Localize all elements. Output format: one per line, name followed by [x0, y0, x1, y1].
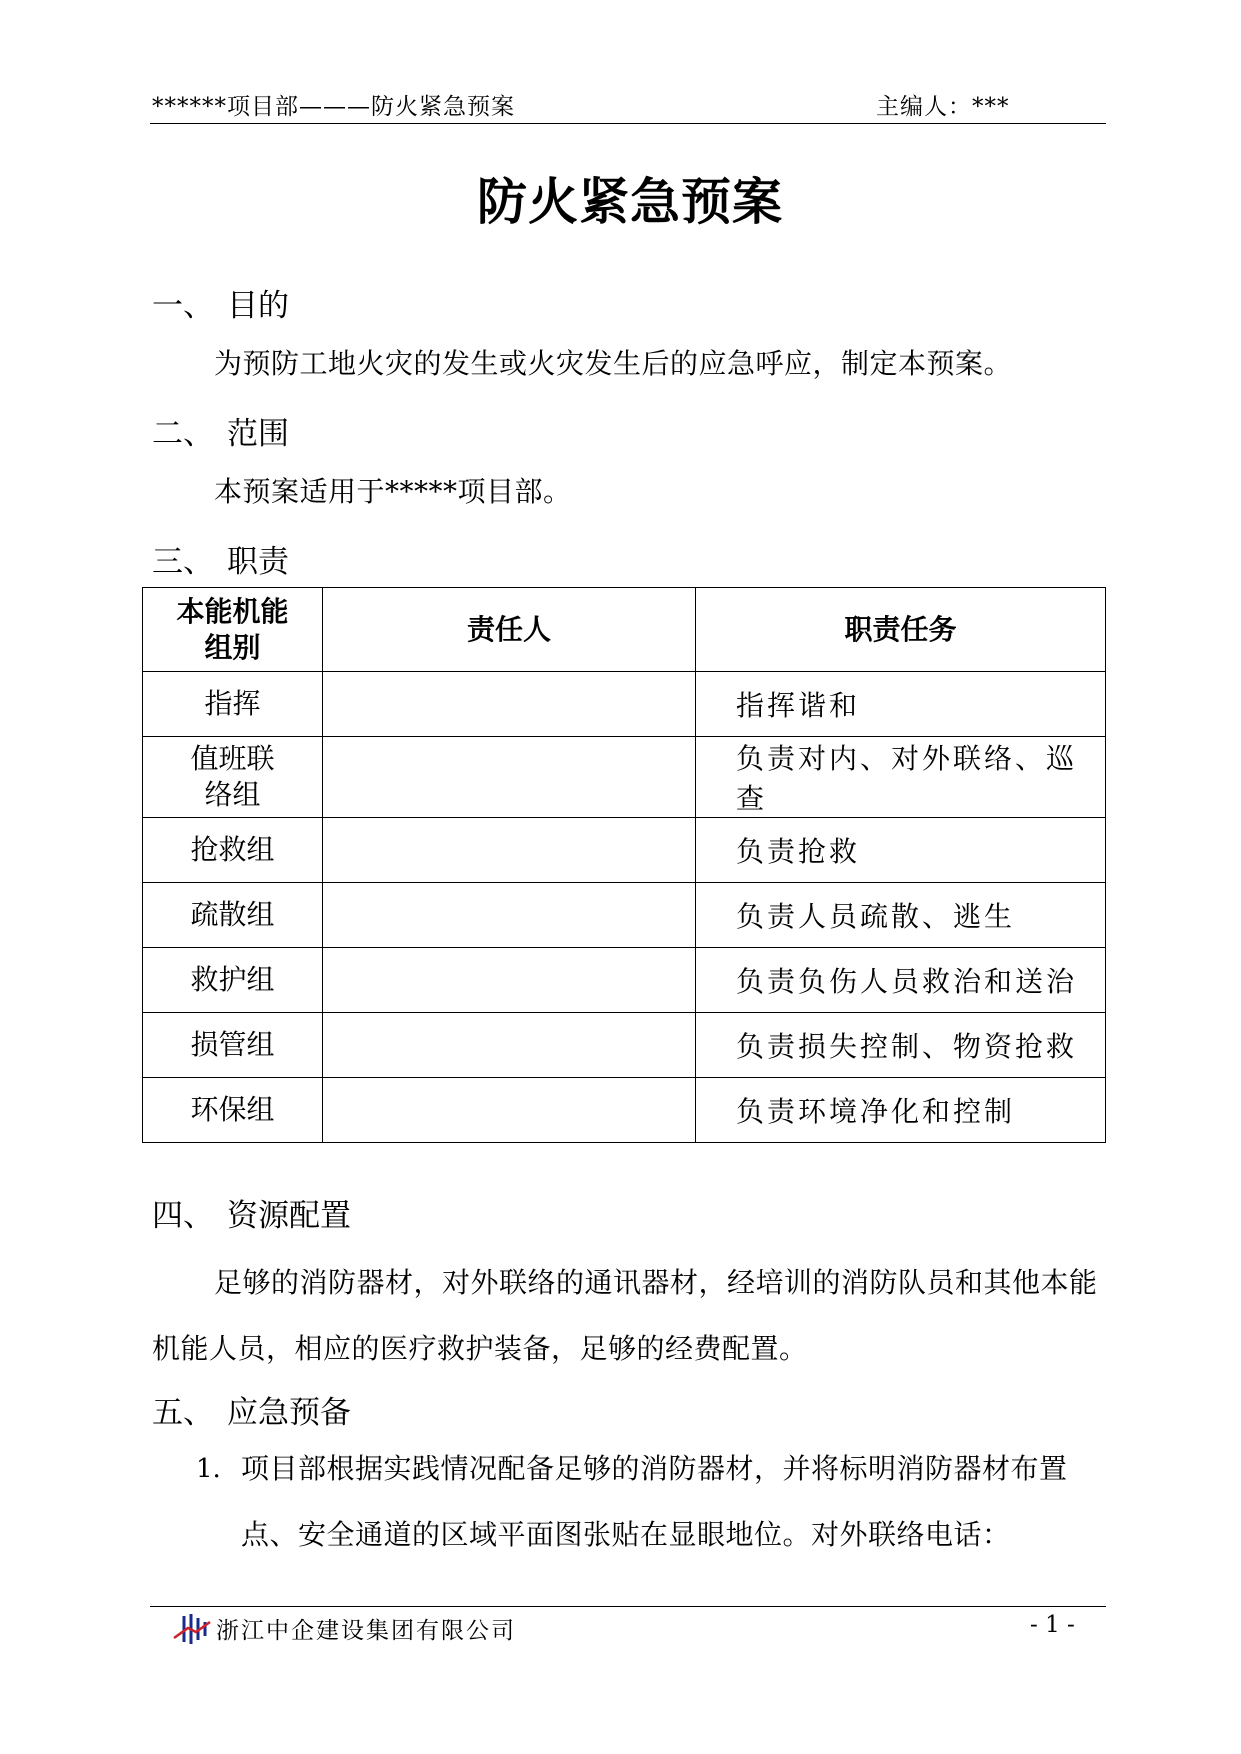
task-cell: 负责环境净化和控制 [696, 1078, 1106, 1143]
section-number: 五、 [152, 1395, 214, 1431]
table-row [143, 737, 1106, 818]
person-cell [323, 1078, 696, 1143]
table-header-cell: 职责任务 [696, 588, 1106, 672]
header-left-text: ******项目部———防火紧急预案 [152, 94, 515, 120]
group-cell: 疏散组 [143, 883, 323, 948]
table-header-row [143, 588, 1106, 672]
section-heading-purpose [152, 280, 289, 325]
section-title: 职责 [227, 544, 289, 580]
task-cell: 负责对内、对外联络、巡查 [696, 737, 1106, 818]
section-text-scope: 本预案适用于*****项目部。 [214, 475, 572, 508]
section-heading-scope [152, 408, 289, 453]
table-header-cell: 本能机能组别 [143, 588, 323, 672]
list-item-text: 项目部根据实践情况配备足够的消防器材，并将标明消防器材布置点、安全通道的区域平面图张贴在显眼地位。对外联络电话： [241, 1452, 1068, 1551]
section-number: 三、 [152, 544, 214, 580]
task-cell: 负责负伤人员救治和送治 [696, 948, 1106, 1013]
person-cell [323, 672, 696, 737]
duty-table [142, 587, 1106, 1143]
footer-company-name: 浙江中企建设集团有限公司 [216, 1618, 516, 1644]
group-cell: 抢救组 [143, 818, 323, 883]
person-cell [323, 818, 696, 883]
section-number: 二、 [152, 416, 214, 452]
list-item [196, 1436, 1106, 1568]
table-row [143, 1078, 1106, 1143]
person-cell [323, 737, 696, 818]
table-row [143, 672, 1106, 737]
section-number: 一、 [152, 288, 214, 324]
group-cell: 指挥 [143, 672, 323, 737]
table-header-cell: 责任人 [323, 588, 696, 672]
table-row [143, 883, 1106, 948]
page-title: 防火紧急预案 [477, 173, 783, 231]
section-heading-duties [152, 536, 289, 581]
task-cell: 负责抢救 [696, 818, 1106, 883]
table-row [143, 948, 1106, 1013]
task-cell: 负责人员疏散、逃生 [696, 883, 1106, 948]
section-number: 四、 [152, 1198, 214, 1234]
company-logo-icon [172, 1612, 212, 1646]
group-cell: 环保组 [143, 1078, 323, 1143]
section-title: 应急预备 [227, 1395, 351, 1431]
header-rule [150, 123, 1106, 124]
section-text-resources: 足够的消防器材，对外联络的通讯器材，经培训的消防队员和其他本能机能人员，相应的医疗救护装备，足够的经费配置。 [152, 1266, 1098, 1365]
section-title: 范围 [227, 416, 289, 452]
footer-rule [150, 1606, 1106, 1607]
person-cell [323, 883, 696, 948]
table-row [143, 818, 1106, 883]
section-title: 目的 [227, 288, 289, 324]
section-heading-resources [152, 1190, 351, 1235]
section-heading-preparation [152, 1387, 351, 1432]
task-cell: 负责损失控制、物资抢救 [696, 1013, 1106, 1078]
group-cell: 损管组 [143, 1013, 323, 1078]
group-cell: 值班联络组 [143, 737, 323, 818]
person-cell [323, 1013, 696, 1078]
header-editor-text: 主编人：*** [876, 94, 1010, 120]
section-text-purpose: 为预防工地火灾的发生或火灾发生后的应急呼应，制定本预案。 [214, 347, 1013, 380]
section-title: 资源配置 [227, 1198, 351, 1234]
list-item-number: 1. [196, 1454, 221, 1484]
person-cell [323, 948, 696, 1013]
task-cell: 指挥谐和 [696, 672, 1106, 737]
table-row [143, 1013, 1106, 1078]
footer-page-number: - 1 - [1030, 1612, 1075, 1638]
group-cell: 救护组 [143, 948, 323, 1013]
